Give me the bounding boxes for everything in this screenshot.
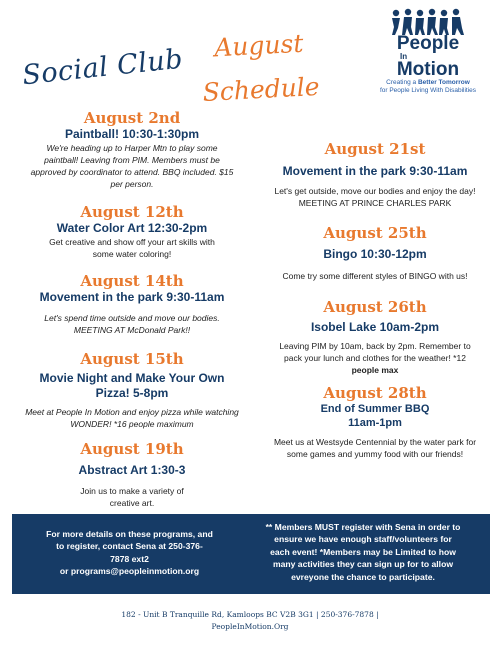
event-title: Movement in the park 9:30-11am xyxy=(39,290,225,304)
event-title: Abstract Art 1:30-3 xyxy=(78,463,186,477)
social-club-title: Social Club xyxy=(20,43,185,92)
contact-info-box: For more details on these programs, and to register, contact Sena at 250-376- 7878 ext2 or programs@peopleinmotion.org xyxy=(12,514,247,594)
event-title: Movement in the park 9:30-11am xyxy=(282,164,468,178)
schedule-title-line2: Schedule xyxy=(201,71,321,108)
event-august-12 xyxy=(8,203,256,260)
event-date: August 28th xyxy=(323,384,427,402)
event-date: August 25th xyxy=(323,224,427,242)
event-description: Get creative and show off your art skills with some water coloring! xyxy=(49,237,215,259)
logo-tagline-1: Creating a Better Tomorrow xyxy=(386,79,470,86)
event-description: Leaving PIM by 10am, back by 2pm. Remember to pack your lunch and clothes for the weather! *12 people max xyxy=(279,341,471,375)
event-august-2 xyxy=(8,109,256,190)
event-august-15 xyxy=(8,350,256,430)
logo-word-people: People xyxy=(396,33,460,54)
event-description: Meet at People In Motion and enjoy pizza while watching WONDER! *16 people maximum xyxy=(25,407,239,429)
event-august-14 xyxy=(8,272,256,336)
logo-tagline-2: for People Living With Disabilities xyxy=(379,87,477,94)
event-date: August 15th xyxy=(80,350,184,368)
logo-word-in: In xyxy=(400,52,408,61)
event-title: Isobel Lake 10am-2pm xyxy=(310,320,440,334)
event-august-26 xyxy=(255,298,495,376)
people-in-motion-logo xyxy=(362,8,494,95)
event-date: August 14th xyxy=(80,272,184,290)
schedule-title-line1: August xyxy=(213,28,305,63)
event-title: Movie Night and Make Your Own Pizza! 5-8pm xyxy=(39,371,225,400)
event-title: Bingo 10:30-12pm xyxy=(323,247,427,261)
people-group-icon xyxy=(386,8,470,36)
event-date: August 21st xyxy=(324,140,426,158)
event-august-21 xyxy=(255,140,495,209)
event-august-28 xyxy=(255,384,495,460)
event-date: August 2nd xyxy=(83,109,181,127)
event-title: Water Color Art 12:30-2pm xyxy=(56,221,208,235)
august-schedule-title xyxy=(198,21,322,115)
event-title: End of Summer BBQ 11am-1pm xyxy=(320,403,430,429)
event-date: August 19th xyxy=(80,440,184,458)
event-description: Join us to make a variety of creative art. xyxy=(80,486,184,508)
event-august-19 xyxy=(8,440,256,509)
event-description: Let's get outside, move our bodies and enjoy the day! MEETING AT PRINCE CHARLES PARK xyxy=(274,186,476,208)
event-date: August 26th xyxy=(323,298,427,316)
footer-address: 182 - Unit B Tranquille Rd, Kamloops BC V2B 3G1 | 250-376-7878 | xyxy=(121,610,379,619)
event-description: Meet us at Westsyde Centennial by the water park for some games and yummy food with our friends! xyxy=(273,437,477,459)
event-description: Come try some different styles of BINGO with us! xyxy=(282,271,468,281)
event-date: August 12th xyxy=(80,203,184,221)
footer-website-link[interactable]: PeopleInMotion.Org xyxy=(211,622,289,631)
logo-word-motion: Motion xyxy=(396,59,460,80)
event-description: We're heading up to Harper Mtn to play some paintball! Leaving from PIM. Members must be approved by coordinator to attend. BBQ included. $15 per person. xyxy=(30,143,234,189)
event-title: Paintball! 10:30-1:30pm xyxy=(64,127,200,141)
event-august-25 xyxy=(255,224,495,282)
registration-notice-box: ** Members MUST register with Sena in order to ensure we have enough staff/volunteers for each event! *Members may be Limited to how many activities they can sign up for to allow evreyone the chance to participate. xyxy=(236,514,490,594)
event-description: Let's spend time outside and move our bodies. MEETING AT McDonald Park!! xyxy=(44,313,220,335)
